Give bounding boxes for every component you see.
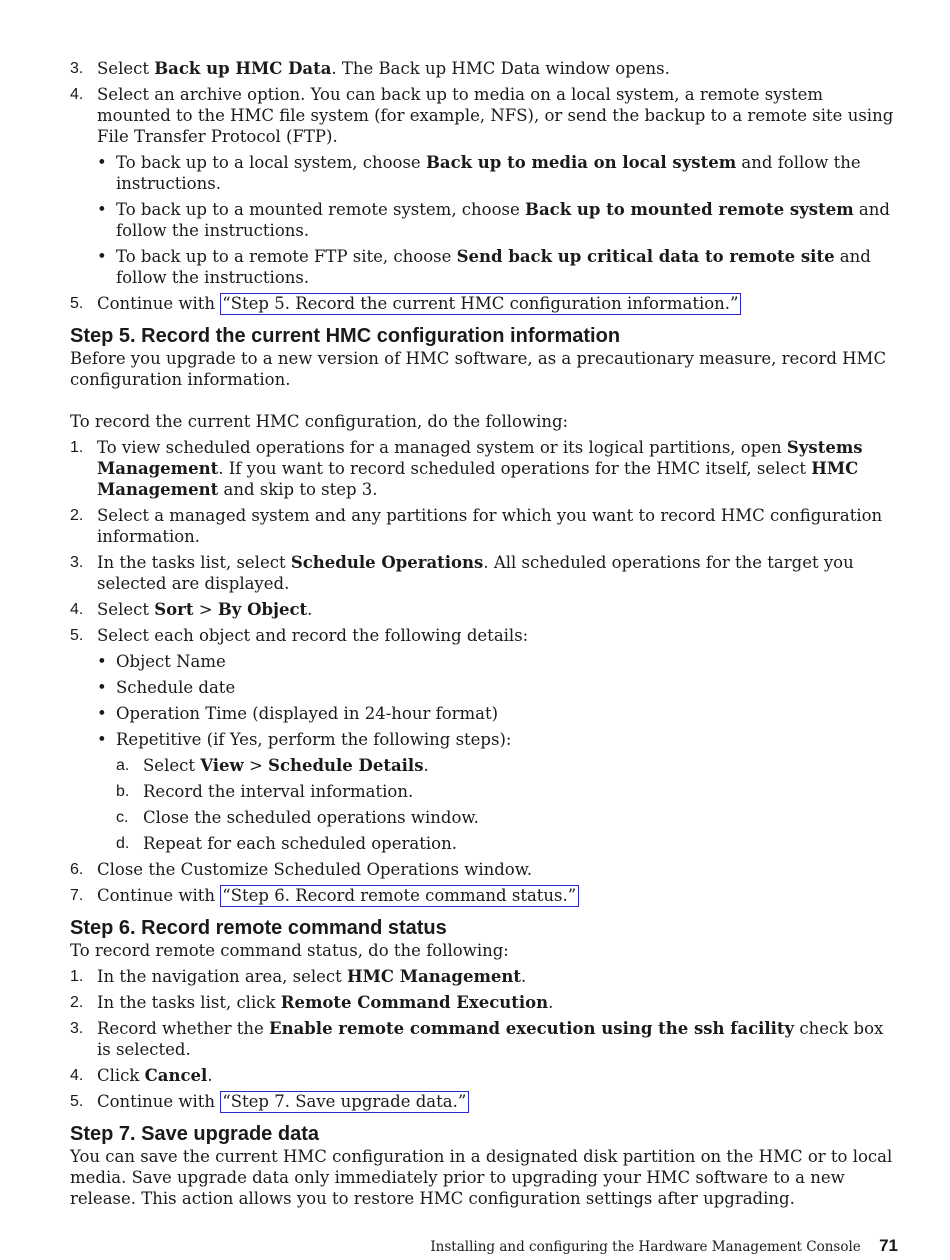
sub-list-item: d. Repeat for each scheduled operation. bbox=[116, 834, 457, 853]
list-item: 3. Record whether the Enable remote command execution using the ssh facility check box is selected. bbox=[70, 1019, 884, 1059]
bullet-icon: • bbox=[97, 200, 107, 219]
list-item: 4. Click Cancel. bbox=[70, 1066, 213, 1085]
bullet-item: • Object Name bbox=[97, 652, 226, 671]
list-item: 1. In the navigation area, select HMC Management. bbox=[70, 967, 527, 986]
list-item bbox=[70, 58, 900, 79]
list-item bbox=[70, 84, 900, 147]
section-heading-step6: Step 6. Record remote command status bbox=[70, 917, 447, 939]
list-item: 3. In the tasks list, select Schedule Operations. All scheduled operations for the target you selected are displayed. bbox=[70, 553, 854, 593]
step7-link[interactable]: “Step 7. Save upgrade data.” bbox=[220, 1091, 469, 1113]
item-number: 3. bbox=[70, 1020, 84, 1037]
list-item: 2. Select a managed system and any partitions for which you want to record HMC configuration information. bbox=[70, 506, 883, 546]
list-item: 4. Select Sort > By Object. bbox=[70, 600, 313, 619]
list-item: 2. In the tasks list, click Remote Command Execution. bbox=[70, 993, 554, 1012]
bullet-icon: • bbox=[97, 678, 107, 697]
footer-title: Installing and configuring the Hardware Management Console bbox=[430, 1239, 861, 1255]
section-heading-step7: Step 7. Save upgrade data bbox=[70, 1123, 319, 1145]
sub-list-item: c. Close the scheduled operations window. bbox=[116, 808, 479, 827]
bullet-item: • To back up to a remote FTP site, choose Send back up critical data to remote site and follow the instructions. bbox=[97, 247, 871, 287]
section-heading-step5: Step 5. Record the current HMC configuration information bbox=[70, 325, 621, 347]
item-letter: c. bbox=[116, 809, 129, 826]
bullet-icon: • bbox=[97, 247, 107, 266]
list-item: 7. Continue with “Step 6. Record remote command status.” bbox=[70, 885, 900, 906]
list-item: 5. Continue with “Step 5. Record the current HMC configuration information.” bbox=[70, 293, 900, 314]
list-item: 6. Close the Customize Scheduled Operations window. bbox=[70, 860, 533, 879]
item-letter: a. bbox=[116, 757, 130, 774]
item-number: 1. bbox=[70, 968, 84, 985]
bullet-item: • Repetitive (if Yes, perform the following steps): bbox=[97, 730, 512, 749]
item-letter: b. bbox=[116, 783, 130, 800]
list-item: 5. Continue with “Step 7. Save upgrade data.” bbox=[70, 1091, 900, 1112]
sub-list-item: b. Record the interval information. bbox=[116, 782, 414, 801]
item-number: 7. bbox=[70, 887, 84, 904]
item-text: Select Back up HMC Data. The Back up HMC Data window opens. bbox=[97, 59, 670, 78]
bullet-item: • Schedule date bbox=[97, 678, 236, 697]
step5-intro: Before you upgrade to a new version of HMC software, as a precautionary measure, record HMC configuration information. bbox=[70, 349, 887, 389]
step5-link[interactable]: “Step 5. Record the current HMC configuration information.” bbox=[220, 293, 741, 315]
page-footer bbox=[430, 1236, 898, 1257]
step6-lead: To record remote command status, do the following: bbox=[70, 941, 509, 960]
step6-link[interactable]: “Step 6. Record remote command status.” bbox=[220, 885, 579, 907]
item-number: 4. bbox=[70, 1067, 84, 1084]
item-number: 3. bbox=[70, 554, 84, 571]
item-number: 5. bbox=[70, 1093, 84, 1110]
list-item: 5. Select each object and record the following details: bbox=[70, 626, 529, 645]
bullet-icon: • bbox=[97, 704, 107, 723]
sub-list-item: a. Select View > Schedule Details. bbox=[116, 756, 429, 775]
step7-intro: You can save the current HMC configuration in a designated disk partition on the HMC or to local media. Save upgrade data only immediately prior to upgrading your HMC software to a new release. This action allows you to restore HMC configuration settings after upgrading. bbox=[70, 1147, 893, 1208]
bullet-item: • To back up to a mounted remote system, choose Back up to mounted remote system and follow the instructions. bbox=[97, 200, 890, 240]
item-number: 6. bbox=[70, 861, 84, 878]
bullet-item: • Operation Time (displayed in 24-hour format) bbox=[97, 704, 499, 723]
item-number: 4. bbox=[70, 86, 84, 103]
item-letter: d. bbox=[116, 835, 130, 852]
item-number: 2. bbox=[70, 994, 84, 1011]
bullet-icon: • bbox=[97, 730, 107, 749]
bullet-icon: • bbox=[97, 153, 107, 172]
bullet-item: • To back up to a local system, choose Back up to media on local system and follow the instructions. bbox=[97, 153, 861, 193]
item-number: 5. bbox=[70, 295, 84, 312]
step5-lead: To record the current HMC configuration, do the following: bbox=[70, 412, 569, 431]
item-number: 1. bbox=[70, 439, 84, 456]
item-number: 2. bbox=[70, 507, 84, 524]
item-number: 4. bbox=[70, 601, 84, 618]
document-page bbox=[70, 58, 900, 1230]
page-number: 71 bbox=[879, 1236, 898, 1255]
item-number: 5. bbox=[70, 627, 84, 644]
list-item: 1. To view scheduled operations for a managed system or its logical partitions, open Systems Management. If you want to record scheduled operations for the HMC itself, select HMC Management and skip to step 3. bbox=[70, 438, 863, 499]
item-number: 3. bbox=[70, 60, 84, 77]
bullet-icon: • bbox=[97, 652, 107, 671]
item-text: Select an archive option. You can back up to media on a local system, a remote system mounted to the HMC file system (for example, NFS), or send the backup to a remote site using File Transfer Protocol (FTP). bbox=[97, 85, 894, 146]
